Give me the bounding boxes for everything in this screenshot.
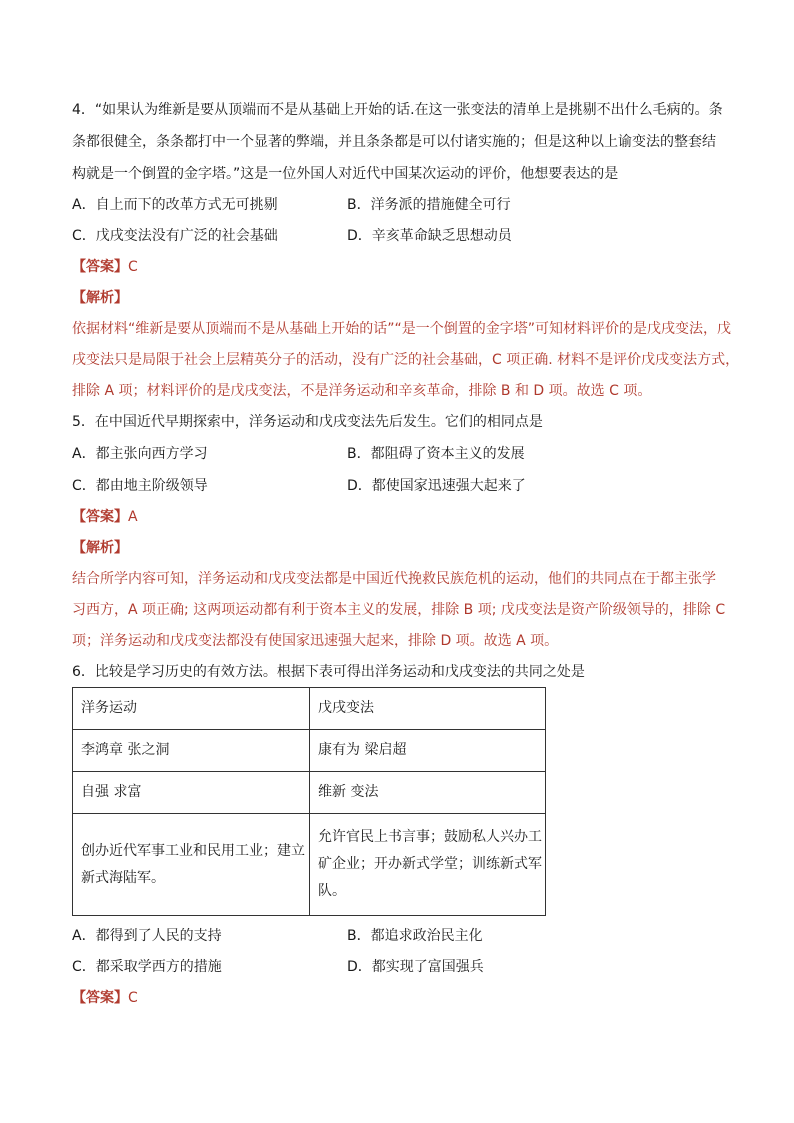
table-cell: 洋务运动	[73, 688, 310, 730]
table-cell: 维新 变法	[310, 772, 546, 814]
q5-option-c: C．都由地主阶级领导	[72, 478, 208, 494]
q4-option-b: B．洋务派的措施健全可行	[347, 197, 511, 213]
q4-stem-line-2: 条都很健全，条条都打中一个显著的弊端，并且条条都是可以付诸实施的；但是这种以上谕变法的整套结	[72, 134, 716, 150]
table-cell	[73, 814, 310, 916]
table-row	[73, 688, 546, 730]
q5-answer	[72, 507, 138, 527]
table-row	[73, 814, 546, 916]
comparison-table	[72, 687, 546, 916]
q4-analysis-line-3: 排除 A 项；材料评价的是戊戌变法，不是洋务运动和辛亥革命，排除 B 和 D 项。故选 C 项。	[72, 383, 652, 399]
table-cell: 康有为 梁启超	[310, 730, 546, 772]
q4-analysis-tag: 【解析】	[72, 290, 128, 306]
q6-answer	[72, 988, 138, 1008]
cell-line: 创办近代军事工业和民用工业；建立	[81, 842, 305, 859]
q5-analysis-line-2: 习西方，A 项正确; 这两项运动都有利于资本主义的发展，排除 B 项; 戊戌变法是资产阶级领导的，排除 C	[72, 602, 726, 618]
q5-stem: 5．在中国近代早期探索中，洋务运动和戊戌变法先后发生。它们的相同点是	[72, 414, 543, 430]
q6-option-c: C．都采取学西方的措施	[72, 959, 222, 975]
q4-answer	[72, 257, 138, 277]
answer-value: C	[128, 259, 138, 275]
answer-value: A	[128, 509, 138, 525]
table-cell: 戊戌变法	[310, 688, 546, 730]
q6-stem: 6．比较是学习历史的有效方法。根据下表可得出洋务运动和戊戌变法的共同之处是	[72, 664, 585, 680]
cell-line: 新式海陆军。	[81, 869, 165, 886]
q6-option-d: D．都实现了富国强兵	[347, 959, 484, 975]
table-cell: 自强 求富	[73, 772, 310, 814]
answer-tag: 【答案】	[72, 990, 128, 1006]
q4-stem-line-3: 构就是一个倒置的金字塔。”这是一位外国人对近代中国某次运动的评价，他想要表达的是	[72, 166, 619, 182]
q5-analysis-tag: 【解析】	[72, 540, 128, 556]
table-row	[73, 772, 546, 814]
q6-option-b: B．都追求政治民主化	[347, 928, 483, 944]
answer-tag: 【答案】	[72, 509, 128, 525]
table-row	[73, 730, 546, 772]
q4-analysis-line-2: 戌变法只是局限于社会上层精英分子的活动，没有广泛的社会基础，C 项正确. 材料不是评价戊戌变法方式，	[72, 352, 740, 368]
cell-line: 队。	[318, 883, 346, 899]
cell-line: 允许官民上书言事；鼓励私人兴办工	[318, 829, 542, 845]
q4-option-c: C．戊戌变法没有广泛的社会基础	[72, 228, 278, 244]
q5-option-a: A．都主张向西方学习	[72, 446, 208, 462]
cell-line: 矿企业；开办新式学堂；训练新式军	[318, 856, 542, 872]
q5-option-b: B．都阻碍了资本主义的发展	[347, 446, 525, 462]
q4-option-d: D．辛亥革命缺乏思想动员	[347, 228, 512, 244]
q5-option-d: D．都使国家迅速强大起来了	[347, 478, 526, 494]
table-cell	[310, 814, 546, 916]
q5-analysis-line-3: 项；洋务运动和戊戌变法都没有使国家迅速强大起来，排除 D 项。故选 A 项。	[72, 633, 559, 649]
answer-value: C	[128, 990, 138, 1006]
q5-analysis-line-1: 结合所学内容可知，洋务运动和戊戌变法都是中国近代挽救民族危机的运动，他们的共同点在于都主张学	[72, 571, 716, 587]
q4-analysis-line-1: 依据材料“维新是要从顶端而不是从基础上开始的话”“是一个倒置的金字塔”可知材料评价的是戊戌变法，戊	[72, 321, 732, 337]
q4-option-a: A．自上而下的改革方式无可挑剔	[72, 197, 278, 213]
q6-option-a: A．都得到了人民的支持	[72, 928, 222, 944]
q4-stem-line-1: 4．“如果认为维新是要从顶端而不是从基础上开始的话.在这一张变法的清单上是挑剔不出什么毛病的。条	[72, 102, 723, 118]
answer-tag: 【答案】	[72, 259, 128, 275]
table-cell: 李鸿章 张之洞	[73, 730, 310, 772]
